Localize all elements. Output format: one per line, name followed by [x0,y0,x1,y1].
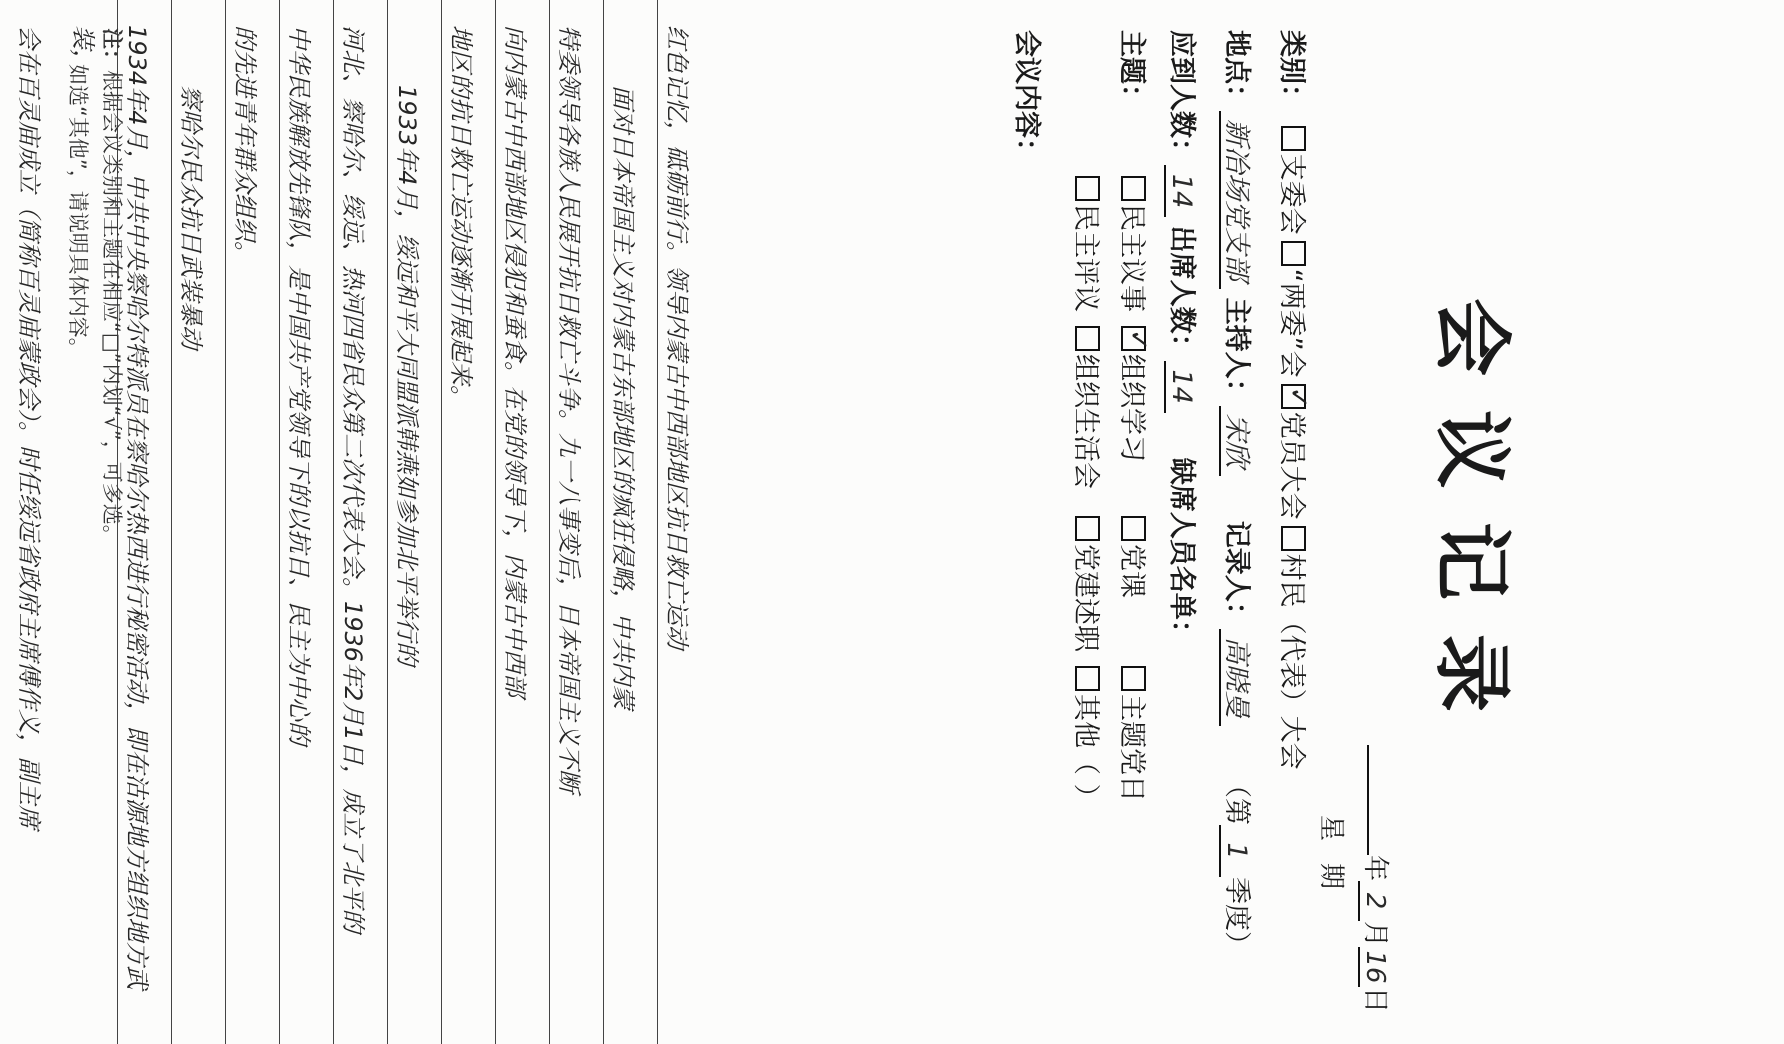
topic-row [1115,30,1154,111]
topic-option-label: 民主议事 [1116,204,1147,312]
topic-option-row [1062,170,1108,810]
checkbox-icon[interactable] [1281,526,1306,551]
host-value: 宋欣 [1219,406,1252,476]
expected-label: 应到人数： [1166,30,1197,165]
day-label: 日 [1360,987,1390,1014]
expected-count: 14 [1164,165,1197,217]
note-line: 红色记忆，砥砺前行。领导内蒙古中西部地区抗日救亡运动 [663,25,691,649]
note-line [0,25,2,1015]
topic-option-label: 主题党日 [1116,694,1147,802]
checkbox-icon[interactable] [1281,126,1306,151]
footnote-label: 注： [100,28,124,70]
year-label: 年 [1360,855,1390,882]
category-options [1276,120,1307,770]
topic-option[interactable] [1115,320,1154,510]
note-line: 面对日本帝国主义对内蒙古东部地区的疯狂侵略，中共内蒙 [609,85,637,709]
absent-label: 缺席人员名单： [1166,457,1197,647]
category-option-label: 村民（代表）大会 [1276,553,1307,770]
footnote [61,28,129,1018]
checked-checkbox-icon[interactable] [1281,384,1306,409]
content-row [1010,30,1049,165]
topic-option[interactable] [1069,660,1108,810]
note-line: 察哈尔民众抗日武装暴动 [177,85,205,349]
category-option-label: 党员大会 [1276,411,1307,520]
weekday-label: 星期 [1316,815,1346,912]
topic-option-row [1108,170,1154,810]
checkbox-icon[interactable] [1121,666,1146,691]
topic-option[interactable] [1069,510,1108,660]
category-option-label: 支委会 [1276,153,1307,235]
topic-option-label: 党建述职 [1070,544,1101,652]
category-option[interactable] [1276,378,1307,520]
location-value: 新冶场党支部 [1219,111,1252,289]
attendance-row [1164,30,1204,647]
topic-option[interactable] [1115,660,1154,810]
checkbox-icon[interactable] [1075,176,1100,201]
month-label: 月 [1360,921,1390,948]
checkbox-icon[interactable] [1121,516,1146,541]
form-title: 会议记录 [1426,297,1517,746]
checkbox-icon[interactable] [1075,666,1100,691]
month-value: 2 [1358,881,1390,921]
note-line: 的先进青年群众组织。 [231,25,259,265]
quarter-suffix: 季度） [1221,876,1252,958]
note-line: 1934年4月，中共中央察哈尔特派员在察哈尔热西进行秘密活动，即在沽源地方组织地方武装， [69,25,151,990]
host-label: 主持人： [1221,297,1252,406]
checkbox-icon[interactable] [1121,176,1146,201]
topic-option-label: 党课 [1116,544,1147,598]
topic-option[interactable] [1069,320,1108,510]
content-label: 会议内容： [1011,30,1042,165]
day-value: 16 [1358,947,1390,987]
location-row [1219,30,1259,958]
location-label: 地点： [1221,30,1252,111]
category-option[interactable] [1276,120,1307,235]
recorder-label: 记录人： [1221,520,1252,629]
checkbox-icon[interactable] [1281,241,1306,266]
topic-option-label: 组织学习 [1116,354,1147,462]
topic-option[interactable] [1115,510,1154,660]
quarter-prefix: （第 [1221,770,1252,825]
note-line: 河北、察哈尔、绥远、热河四省民众第二次代表大会。1936年2月1日，成立了北平的 [339,25,367,933]
note-line: 1933年4月，绥远和平大同盟派韩燕如参加北平举行的 [393,85,421,666]
topic-option-label: 组织生活会 [1070,354,1101,489]
note-line: 特委领导各族人民展开抗日救亡斗争。九一八事变后，日本帝国主义不断 [555,25,583,793]
topic-option-label: 其他（ ） [1070,694,1101,811]
recorder-value: 高晓曼 [1219,629,1252,726]
topic-option[interactable] [1115,170,1154,320]
topic-label: 主题： [1116,30,1147,111]
checkbox-icon[interactable] [1075,326,1100,351]
topic-option[interactable] [1069,170,1108,320]
note-line: 地区的抗日救亡运动逐渐开展起来。 [447,25,475,409]
checked-checkbox-icon[interactable] [1121,326,1146,351]
topic-options [1062,170,1154,810]
topic-option-label: 民主评议 [1070,204,1101,312]
note-line: 中华民族解放先锋队，是中国共产党领导下的以抗日、民主为中心的 [285,25,313,745]
footnote-line-2: 如选“其他”，请说明具体内容。 [66,64,90,359]
present-count: 14 [1164,361,1197,413]
date-block [1315,745,1396,1013]
category-option[interactable] [1276,235,1307,378]
footnote-line-1: 根据会议类别和主题在相应“□”内划“√”，可多选。 [100,70,124,546]
category-row [1275,30,1314,770]
present-label: 出席人数： [1166,225,1197,361]
year-value [1367,745,1369,855]
quarter-value: 1 [1219,825,1252,877]
note-line: 会在百灵庙成立（简称百灵庙蒙政会）。时任绥远省政府主席傅作义，副主席 [15,25,43,829]
category-option-label: “两委”会 [1276,268,1307,378]
checkbox-icon[interactable] [1075,516,1100,541]
category-option[interactable] [1276,520,1307,770]
note-line: 向内蒙古中西部地区侵犯和蚕食。在党的领导下，内蒙古中西部 [501,25,529,697]
category-label: 类别： [1276,30,1307,111]
